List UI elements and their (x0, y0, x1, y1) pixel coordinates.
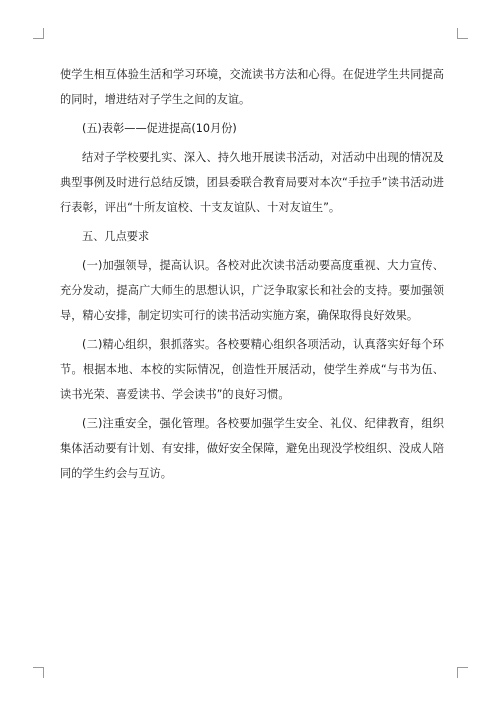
paragraph-continuation: 使学生相互体验生活和学习环境，交流读书方法和心得。在促进学生共同提高的同时，增进结对子学生之间的友谊。 (60, 68, 444, 106)
section-heading-commendation: (五)表彰——促进提高(10月份) (82, 122, 237, 135)
section-heading-requirements: 五、几点要求 (82, 230, 150, 243)
paragraph-requirement-2: (二)精心组织，狠抓落实。各校要精心组织各项活动，认真落实好每个环节。根据本地、本校的实际情况，创造性开展活动，使学生养成“与书为伍、读书光荣、喜爱读书、学会读书”的良好习惯。 (60, 338, 444, 401)
crop-mark-top-left (33, 28, 44, 39)
crop-mark-top-right (457, 28, 468, 39)
crop-mark-bottom-right (457, 667, 468, 678)
document-body (60, 62, 444, 490)
paragraph-commendation: 结对子学校要扎实、深入、持久地开展读书活动，对活动中出现的情况及典型事例及时进行总结反馈，团县委联合教育局要对本次“手拉手”读书活动进行表彰，评出“十所友谊校、十支友谊队、十对友谊生”。 (60, 151, 444, 214)
paragraph-requirement-3: (三)注重安全，强化管理。各校要加强学生安全、礼仪、纪律教育，组织集体活动要有计划、有安排，做好安全保障，避免出现没学校组织、没成人陪同的学生约会与互访。 (60, 417, 444, 480)
paragraph-requirement-1: (一)加强领导，提高认识。各校对此次读书活动要高度重视、大力宣传、充分发动，提高广大师生的思想认识，广泛争取家长和社会的支持。要加强领导，精心安排，制定切实可行的读书活动实施方案，确保取得良好效果。 (60, 259, 444, 322)
crop-mark-bottom-left (33, 667, 44, 678)
